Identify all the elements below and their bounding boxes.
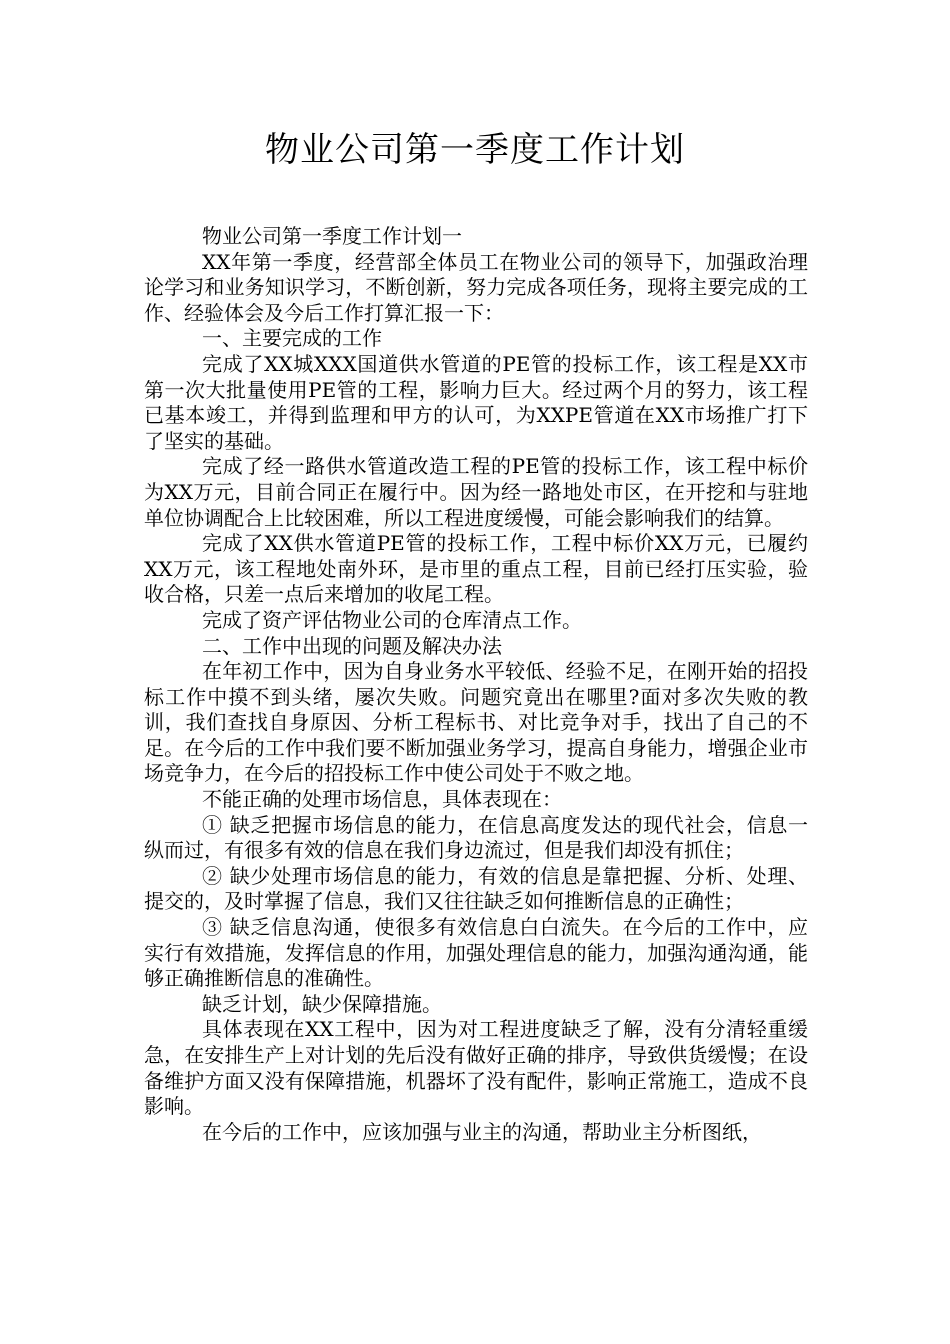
paragraph: 在年初工作中，因为自身业务水平较低、经验不足，在刚开始的招投标工作中摸不到头绪，屡次失败。问题究竟出在哪里?面对多次失败的教训，我们查找自身原因、分析工程标书、对比竞争对手，找出了自己的不足。在今后的工作中我们要不断加强业务学习，提高自身能力，增强企业市场竞争力，在今后的招投标工作中使公司处于不败之地。: [144, 659, 808, 786]
paragraph: 缺乏计划，缺少保障措施。: [202, 991, 442, 1016]
section-heading: 一、主要完成的工作: [202, 326, 382, 351]
paragraph: 不能正确的处理市场信息，具体表现在：: [202, 787, 562, 812]
paragraph: 完成了XX城XXX国道供水管道的PE管的投标工作，该工程是XX市第一次大批量使用PE管的工程，影响力巨大。经过两个月的努力，该工程已基本竣工，并得到监理和甲方的认可，为XXPE管道在XX市场推广打下了坚实的基础。: [144, 351, 808, 453]
paragraph: 物业公司第一季度工作计划一: [202, 224, 462, 248]
paragraph: 完成了资产评估物业公司的仓库清点工作。: [202, 607, 582, 632]
section-heading: 二、工作中出现的问题及解决办法: [202, 633, 502, 658]
document-title: 物业公司第一季度工作计划: [265, 130, 685, 170]
list-item: ② 缺少处理市场信息的能力，有效的信息是靠把握、分析、处理、提交的，及时掌握了信息，我们又往往缺乏如何推断信息的正确性；: [144, 863, 808, 914]
paragraph: 完成了经一路供水管道改造工程的PE管的投标工作，该工程中标价为XX万元，目前合同正在履行中。因为经一路地处市区，在开挖和与驻地单位协调配合上比较困难，所以工程进度缓慢，可能会影响我们的结算。: [144, 454, 808, 530]
paragraph: 完成了XX供水管道PE管的投标工作，工程中标价XX万元，已履约XX万元，该工程地处南外环，是市里的重点工程，目前已经打压实验，验收合格，只差一点后来增加的收尾工程。: [144, 531, 808, 607]
paragraph: XX年第一季度，经营部全体员工在物业公司的领导下，加强政治理论学习和业务知识学习，不断创新，努力完成各项任务，现将主要完成的工作、经验体会及今后工作打算汇报一下：: [144, 249, 808, 325]
list-item: ③ 缺乏信息沟通，使很多有效信息白白流失。在今后的工作中，应实行有效措施，发挥信息的作用，加强处理信息的能力，加强沟通沟通，能够正确推断信息的准确性。: [144, 915, 808, 991]
paragraph: 在今后的工作中，应该加强与业主的沟通，帮助业主分析图纸，: [202, 1119, 762, 1144]
list-item: ① 缺乏把握市场信息的能力，在信息高度发达的现代社会，信息一纵而过，有很多有效的信息在我们身边流过，但是我们却没有抓住；: [144, 812, 808, 863]
paragraph: 具体表现在XX工程中，因为对工程进度缺乏了解，没有分清轻重缓急，在安排生产上对计划的先后没有做好正确的排序，导致供货缓慢；在设备维护方面又没有保障措施，机器坏了没有配件，影响正常施工，造成不良影响。: [144, 1017, 808, 1119]
document-body: [144, 224, 808, 1145]
